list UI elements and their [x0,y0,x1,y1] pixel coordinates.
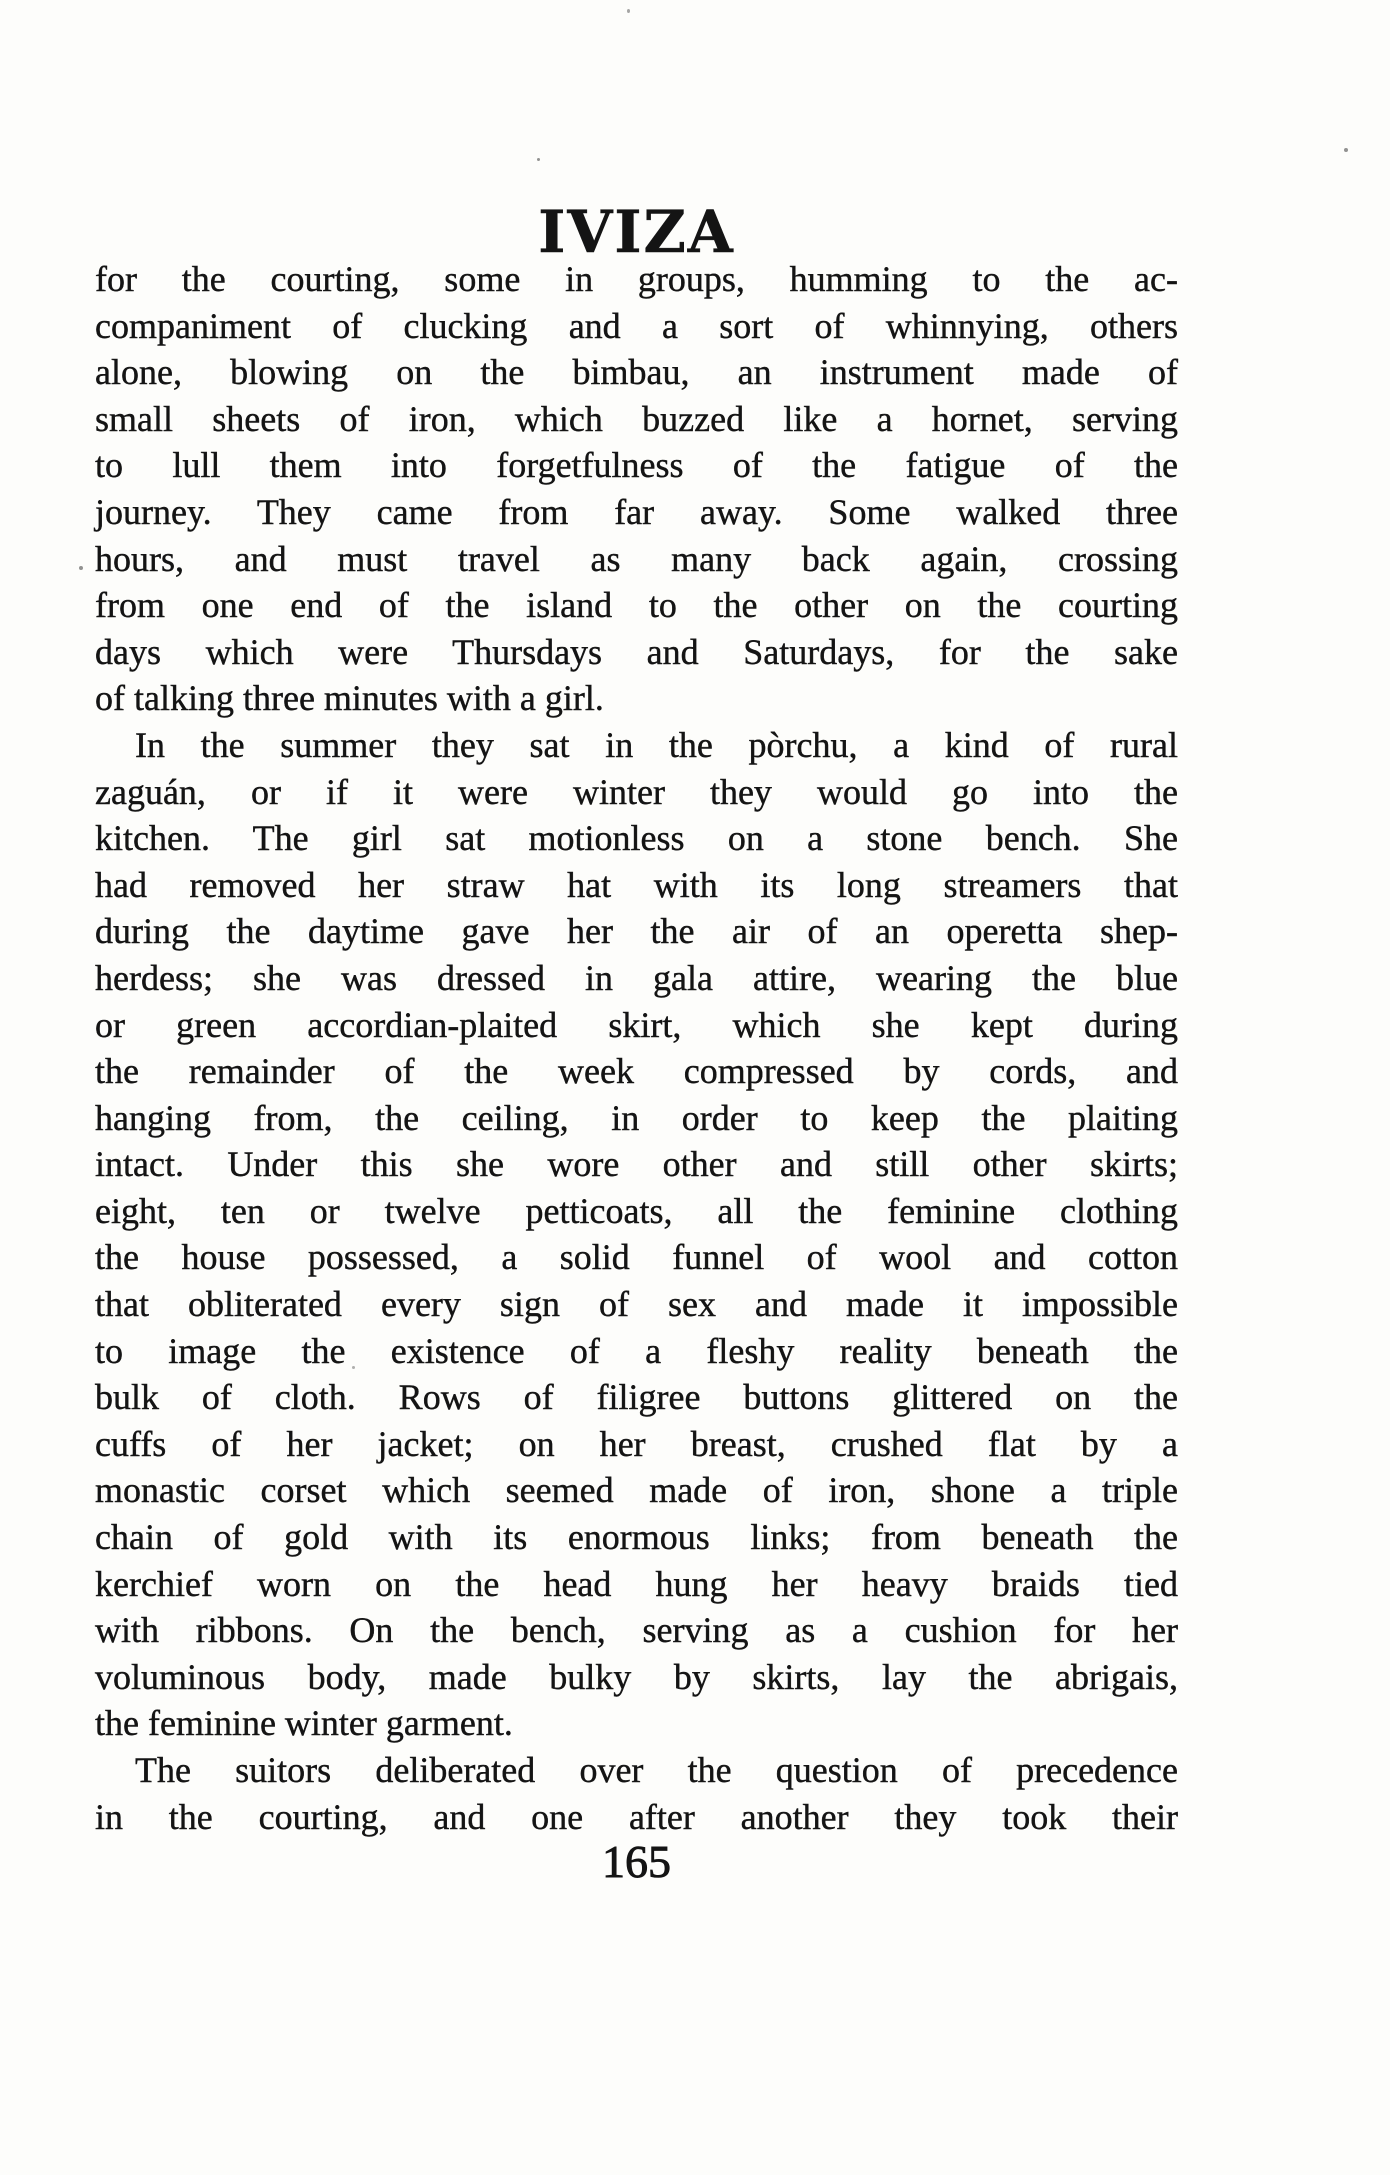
text-line: days which were Thursdays and Saturdays, for the sake [95,631,1178,672]
text-line: or green accordian-plaited skirt, which she kept during [95,1004,1178,1045]
text-line: to lull them into forgetfulness of the fatigue of the [95,445,1178,486]
page-title: IVIZA [538,197,735,266]
text-line: the remainder of the week compressed by cords, and [95,1051,1178,1092]
text-line: the house possessed, a solid funnel of wool and cotton [95,1237,1178,1278]
scan-speckle [627,9,630,13]
scan-speckle [79,566,83,570]
page-text [95,256,1178,1840]
text-line: The suitors deliberated over the question of precedence [135,1750,1178,1790]
text-line: cuffs of her jacket; on her breast, crushed flat by a [95,1423,1178,1464]
page-number: 165 [602,1836,671,1887]
text-line: with ribbons. On the bench, serving as a cushion for her [95,1610,1178,1651]
text-line: bulk of cloth. Rows of filigree buttons glittered on the [95,1377,1178,1418]
text-line: for the courting, some in groups, humming to the ac- [95,259,1178,299]
text-line: alone, blowing on the bimbau, an instrument made of [95,352,1178,393]
text-line: eight, ten or twelve petticoats, all the feminine clothing [95,1190,1178,1231]
text-line: voluminous body, made bulky by skirts, lay the abrigais, [95,1656,1178,1697]
text-line: that obliterated every sign of sex and made it impossible [95,1284,1178,1325]
text-line: intact. Under this she wore other and still other skirts; [95,1144,1178,1185]
text-line: to image the existence of a fleshy reality beneath the [95,1330,1178,1371]
text-line: herdess; she was dressed in gala attire, wearing the blue [95,957,1178,998]
text-line: of talking three minutes with a girl. [95,678,604,719]
text-line: the feminine winter garment. [95,1703,513,1744]
text-line: chain of gold with its enormous links; from beneath the [95,1517,1178,1558]
text-line: companiment of clucking and a sort of whinnying, others [95,305,1178,346]
text-line: kitchen. The girl sat motionless on a stone bench. She [95,818,1178,859]
text-line: hours, and must travel as many back again, crossing [95,538,1178,579]
text-line: had removed her straw hat with its long streamers that [95,864,1178,905]
text-line: in the courting, and one after another they took their [95,1796,1178,1837]
text-line: small sheets of iron, which buzzed like a hornet, serving [95,398,1178,439]
text-line: hanging from, the ceiling, in order to keep the plaiting [95,1097,1178,1138]
text-line: zaguán, or if it were winter they would go into the [95,771,1178,812]
scan-speckle [1344,148,1348,152]
text-line: kerchief worn on the head hung her heavy braids tied [95,1563,1178,1604]
text-line: journey. They came from far away. Some walked three [95,491,1178,532]
text-line: from one end of the island to the other on the courting [95,585,1178,626]
text-line: during the daytime gave her the air of an operetta shep- [95,911,1178,952]
text-line: In the summer they sat in the pòrchu, a kind of rural [135,724,1178,765]
scan-speckle [537,158,540,161]
text-line: monastic corset which seemed made of iron, shone a triple [95,1470,1178,1511]
